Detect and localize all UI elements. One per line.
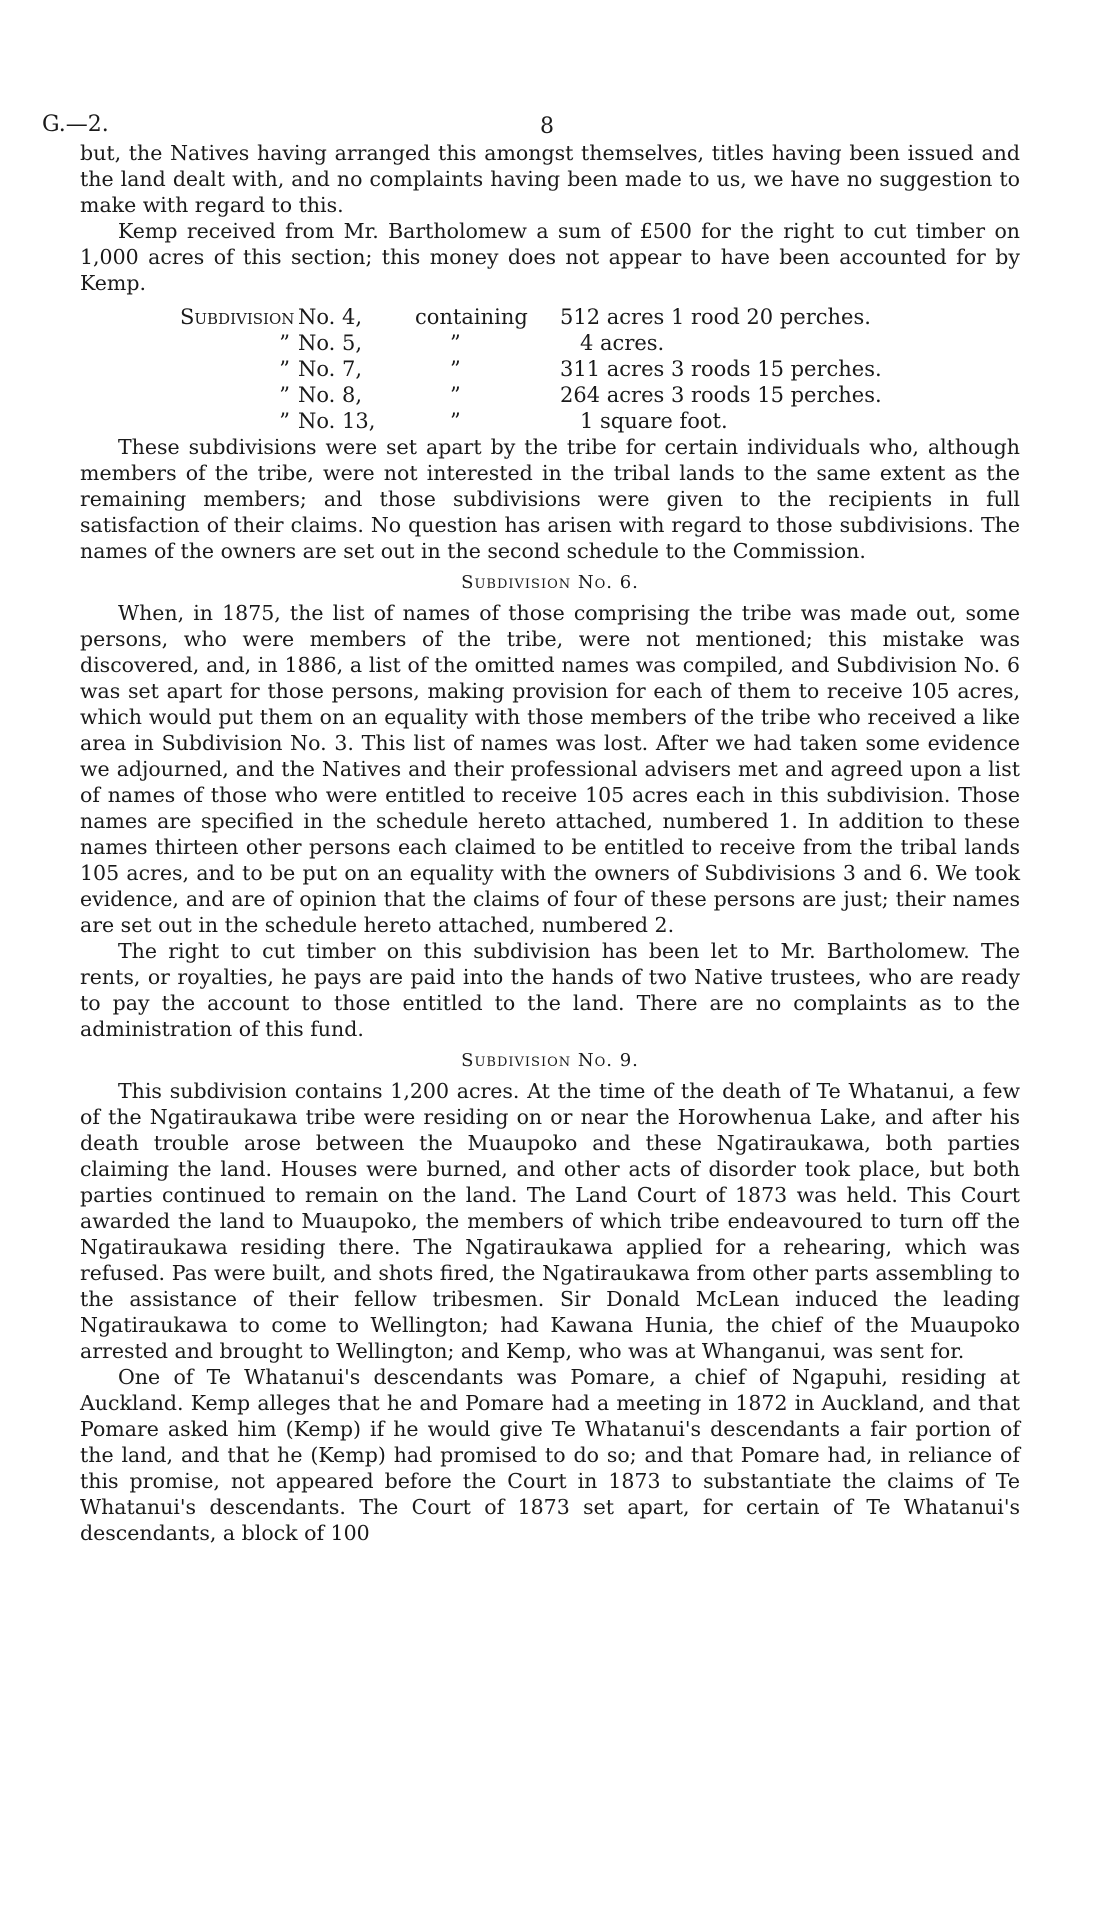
schedule-label: ” <box>279 331 290 355</box>
schedule-verb: ” <box>450 383 461 407</box>
schedule-verb: ” <box>450 331 461 355</box>
schedule-number: No. 5, <box>298 331 363 355</box>
subdivision-schedule <box>80 304 1020 434</box>
document-reference: G.—2. <box>42 112 109 137</box>
paragraph: Kemp received from Mr. Bartholomew a sum of £500 for the right to cut timber on 1,000 acres of this section; this money does not appear to have been accounted for by Kemp. <box>80 219 1020 295</box>
schedule-area: 311 acres 3 roods 15 perches. <box>560 357 882 381</box>
paragraph: One of Te Whatanui's descendants was Pomare, a chief of Ngapuhi, residing at Auckland. Kemp alleges that he and Pomare had a meeting in 1872 in Auckland, and that Pomare asked him (Kemp) if he would give Te Whatanui's descendants a fair portion of the land, and that he (Kemp) had promised to do so; and that Pomare had, in reliance of this promise, not appeared before the Court in 1873 to substantiate the claims of Te Whatanui's descendants. The Court of 1873 set apart, for certain of Te Whatanui's descendants, a block of 100 <box>80 1365 1020 1545</box>
schedule-label: ” <box>279 409 290 433</box>
schedule-verb: ” <box>450 409 461 433</box>
paragraph: When, in 1875, the list of names of those comprising the tribe was made out, some persons, who were members of the tribe, were not mentioned; this mistake was discovered, and, in 1886, a list of the omitted names was compiled, and Subdivision No. 6 was set apart for those persons, making provision for each of them to receive 105 acres, which would put them on an equality with those members of the tribe who received a like area in Subdivision No. 3. This list of names was lost. After we had taken some evidence we adjourned, and the Natives and their professional advisers met and agreed upon a list of names of those who were entitled to receive 105 acres each in this subdivision. Those names are specified in the schedule hereto attached, numbered 1. In addition to these names thirteen other persons each claimed to be entitled to receive from the tribal lands 105 acres, and to be put on an equality with the owners of Subdivisions 3 and 6. We took evidence, and are of opinion that the claims of four of these persons are just; their names are set out in the schedule hereto attached, numbered 2. <box>80 601 1020 937</box>
schedule-row <box>80 382 1020 408</box>
schedule-number: No. 8, <box>298 383 363 407</box>
paragraph: but, the Natives having arranged this amongst themselves, titles having been issued and the land dealt with, and no complaints having been made to us, we have no suggestion to make with regard to this. <box>80 141 1020 217</box>
schedule-verb: ” <box>450 357 461 381</box>
schedule-area: 512 acres 1 rood 20 perches. <box>560 305 871 329</box>
schedule-number: No. 13, <box>298 409 376 433</box>
schedule-area: 4 acres. <box>580 331 665 355</box>
schedule-number: No. 7, <box>298 357 363 381</box>
schedule-number: No. 4, <box>298 305 363 329</box>
schedule-label: Subdivision <box>180 305 295 329</box>
schedule-label: ” <box>279 357 290 381</box>
body-text <box>80 140 1020 1546</box>
schedule-row <box>80 356 1020 382</box>
page-number: 8 <box>540 114 554 139</box>
section-heading-subdivision-9: Subdivision No. 9. <box>461 1050 639 1071</box>
schedule-area: 1 square foot. <box>580 409 728 433</box>
section-heading-subdivision-6: Subdivision No. 6. <box>461 572 639 593</box>
schedule-row <box>80 330 1020 356</box>
schedule-row <box>80 304 1020 330</box>
schedule-verb: containing <box>415 305 528 329</box>
schedule-row <box>80 408 1020 434</box>
paragraph: This subdivision contains 1,200 acres. At the time of the death of Te Whatanui, a few of the Ngatiraukawa tribe were residing on or near the Horowhenua Lake, and after his death trouble arose between the Muaupoko and these Ngatiraukawa, both parties claiming the land. Houses were burned, and other acts of disorder took place, but both parties continued to remain on the land. The Land Court of 1873 was held. This Court awarded the land to Muaupoko, the members of which tribe endeavoured to turn off the Ngatiraukawa residing there. The Ngatiraukawa applied for a rehearing, which was refused. Pas were built, and shots fired, the Ngatiraukawa from other parts assembling to the assistance of their fellow tribesmen. Sir Donald McLean induced the leading Ngatiraukawa to come to Wellington; had Kawana Hunia, the chief of the Muaupoko arrested and brought to Wellington; and Kemp, who was at Whanganui, was sent for. <box>80 1079 1020 1363</box>
schedule-area: 264 acres 3 roods 15 perches. <box>560 383 882 407</box>
paragraph: These subdivisions were set apart by the tribe for certain individuals who, although members of the tribe, were not interested in the tribal lands to the same extent as the remaining members; and those subdivisions were given to the recipients in full satisfaction of their claims. No question has arisen with regard to those subdivisions. The names of the owners are set out in the second schedule to the Commission. <box>80 435 1020 563</box>
schedule-label: ” <box>279 383 290 407</box>
paragraph: The right to cut timber on this subdivision has been let to Mr. Bartholomew. The rents, or royalties, he pays are paid into the hands of two Native trustees, who are ready to pay the account to those entitled to the land. There are no complaints as to the administration of this fund. <box>80 939 1020 1041</box>
